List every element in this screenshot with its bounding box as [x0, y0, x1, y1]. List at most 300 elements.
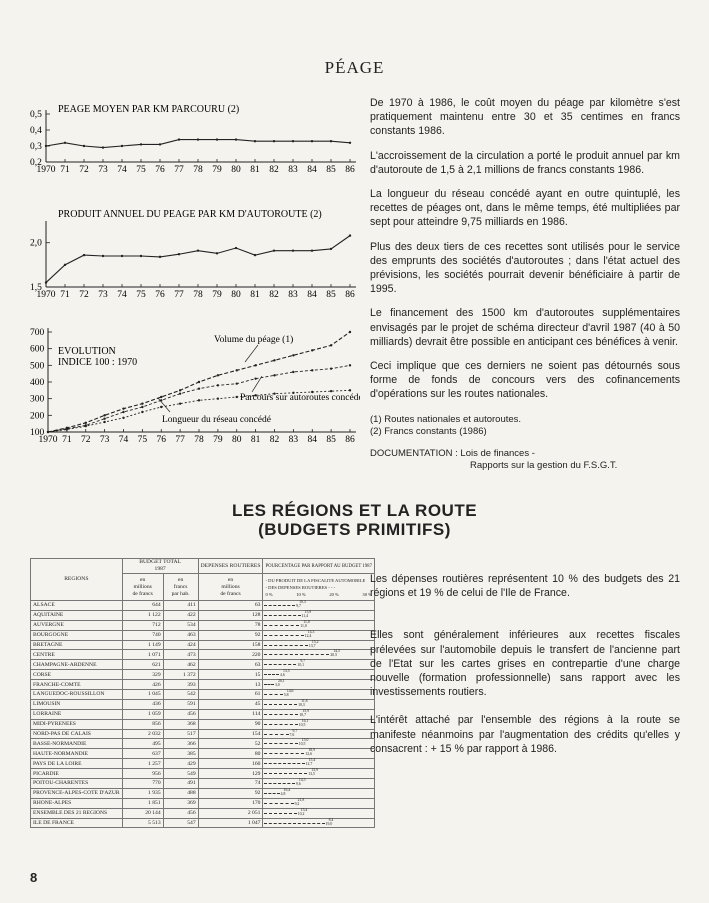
region-cell: LIMOUSIN: [31, 699, 123, 709]
data-point: [85, 425, 87, 427]
data-point: [66, 428, 68, 430]
fiscalite-value: 14,5: [298, 778, 306, 783]
x-tick-label: 84: [307, 435, 317, 445]
par-hab-cell: 491: [163, 779, 198, 789]
fiscalite-value: 20,1: [277, 679, 285, 684]
region-cell: RHONE-ALPES: [31, 798, 123, 808]
depenses-value: 10,2: [297, 811, 305, 816]
budget-cell: 856: [122, 719, 163, 729]
depenses-cell: 170: [198, 798, 263, 808]
unit-en: en: [139, 576, 146, 583]
x-tick-label: 82: [269, 165, 279, 175]
y-tick-label: 0,2: [30, 158, 42, 168]
data-point: [103, 417, 105, 419]
data-point: [140, 255, 142, 257]
par-hab-cell: 456: [163, 808, 198, 818]
budget-table-wrapper: [30, 558, 375, 828]
chart-title: PRODUIT ANNUEL DU PEAGE PAR KM D'AUTOROUTE (2): [58, 209, 322, 220]
data-point: [83, 145, 85, 147]
table-row: [31, 630, 375, 640]
fiscalite-value: 15,9: [304, 609, 312, 614]
unit-de-francs: de francs: [220, 590, 241, 597]
x-tick-label: 78: [194, 435, 204, 445]
data-point: [349, 234, 351, 236]
data-point: [235, 138, 237, 140]
percentage-bar: [264, 813, 296, 814]
budget-cell: 644: [122, 601, 163, 611]
data-point: [85, 422, 87, 424]
fiscalite-value: 18,9: [308, 748, 315, 753]
par-hab-cell: 473: [163, 650, 198, 660]
unit-en: en: [227, 576, 234, 583]
table-row: [31, 709, 375, 719]
budget-cell: 5 513: [122, 818, 163, 828]
depenses-cell: 15: [198, 670, 263, 680]
data-point: [330, 248, 332, 250]
depenses-value: 11,0: [300, 623, 307, 628]
percentage-bar-cell: [263, 759, 375, 769]
legend-fiscalite: - DU PRODUIT DE LA FISCALITE AUTOMOBILE: [265, 577, 366, 583]
budget-cell: 426: [122, 680, 163, 690]
data-point: [198, 381, 200, 383]
region-cell: BRETAGNE: [31, 640, 123, 650]
percentage-bar: [264, 605, 295, 606]
depenses-cell: 74: [198, 779, 263, 789]
x-tick-label: 1970: [38, 435, 58, 445]
par-hab-cell: 542: [163, 690, 198, 700]
data-point: [102, 255, 104, 257]
y-tick-label: 0,4: [30, 126, 42, 136]
region-cell: MIDI-PYRENEES: [31, 719, 123, 729]
data-point: [141, 402, 143, 404]
x-tick-label: 75: [136, 290, 146, 300]
depenses-value: 13,7: [308, 643, 316, 648]
col-header-millions: [122, 574, 163, 601]
data-point: [254, 254, 256, 256]
percentage-bar-cell: [263, 788, 375, 798]
x-tick-label: 72: [79, 290, 89, 300]
y-tick-label: 0,3: [30, 142, 42, 152]
percentage-bar: [264, 674, 279, 675]
x-tick-label: 85: [326, 165, 336, 175]
depenses-value: 10,5: [298, 742, 306, 747]
par-hab-cell: 369: [163, 798, 198, 808]
table-row: [31, 769, 375, 779]
fiscalite-value: 15,2: [311, 639, 319, 644]
data-point: [217, 397, 219, 399]
scale-label: 30 %: [362, 591, 372, 597]
table-row: [31, 620, 375, 630]
data-point: [330, 367, 332, 369]
percentage-bar-cell: [263, 769, 375, 779]
depenses-cell: 128: [198, 610, 263, 620]
section-title-line1: LES RÉGIONS ET LA ROUTE: [231, 501, 478, 520]
table-body: [31, 601, 375, 828]
paragraph: De 1970 à 1986, le coût moyen du péage par kilomètre s'est pratiquement maintenu entre 30 et 35 centimes en francs constants 1986.: [370, 97, 680, 138]
data-point: [121, 145, 123, 147]
region-cell: BOURGOGNE: [31, 630, 123, 640]
budget-cell: 1 851: [122, 798, 163, 808]
data-point: [64, 142, 66, 144]
col-header-par-hab: [163, 574, 198, 601]
percentage-bar-cell: [263, 610, 375, 620]
percentage-bar-cell: [263, 640, 375, 650]
percentage-bar-cell: [263, 620, 375, 630]
annotation-leader: [245, 345, 258, 362]
par-hab-cell: 517: [163, 729, 198, 739]
percentage-bar: [264, 694, 282, 695]
x-tick-label: 81: [250, 435, 261, 445]
percentage-bar: [264, 645, 307, 646]
depenses-value: 12,6: [305, 752, 312, 757]
depenses-cell: 90: [198, 719, 263, 729]
region-cell: PAYS DE LA LOIRE: [31, 759, 123, 769]
x-tick-label: 84: [307, 290, 317, 300]
fiscalite-value: 14,6: [286, 689, 294, 694]
chart-subtitle: INDICE 100 : 1970: [58, 357, 138, 368]
depenses-value: 19,0: [325, 821, 333, 826]
percentage-bar-cell: [263, 680, 375, 690]
region-cell: AUVERGNE: [31, 620, 123, 630]
par-hab-cell: 429: [163, 759, 198, 769]
region-cell: PROVENCE-ALPES-COTE D'AZUR: [31, 788, 123, 798]
budget-cell: 1 059: [122, 709, 163, 719]
x-tick-label: 74: [118, 435, 129, 445]
fiscalite-value: 9,7: [292, 728, 298, 733]
par-hab-cell: 422: [163, 610, 198, 620]
series-line: [46, 140, 350, 148]
x-tick-label: 71: [62, 435, 72, 445]
region-cell: ENSEMBLE DES 21 REGIONS: [31, 808, 123, 818]
percentage-bar: [264, 714, 298, 715]
percentage-bar-cell: [263, 719, 375, 729]
depenses-cell: 78: [198, 620, 263, 630]
region-cell: ALSACE: [31, 601, 123, 611]
data-point: [216, 138, 218, 140]
x-tick-label: 78: [193, 290, 203, 300]
x-tick-label: 85: [326, 290, 336, 300]
percentage-bar: [264, 734, 288, 735]
data-point: [160, 406, 162, 408]
fiscalite-value: 13,5: [283, 669, 290, 674]
x-tick-label: 85: [326, 435, 336, 445]
data-point: [216, 252, 218, 254]
data-point: [197, 249, 199, 251]
y-tick-label: 700: [30, 328, 45, 338]
scale-label: 20 %: [329, 591, 339, 597]
depenses-value: 12,4: [304, 633, 312, 638]
data-point: [311, 140, 313, 142]
depenses-cell: 52: [198, 739, 263, 749]
fiscalite-value: 15,4: [300, 807, 308, 812]
legend-depenses: - DES DEPENSES ROUTIERES - - -: [265, 584, 336, 590]
budget-cell: 20 144: [122, 808, 163, 818]
paragraph: Ceci implique que ces derniers ne soient pas détournés sous forme de fonds de concours vers des cofinancements d'opérations sur les routes nationales.: [370, 360, 680, 401]
x-tick-label: 73: [98, 290, 108, 300]
unit-millions: millions: [221, 583, 240, 590]
region-cell: AQUITAINE: [31, 610, 123, 620]
table-row: [31, 650, 375, 660]
par-hab-cell: 456: [163, 709, 198, 719]
x-tick-label: 83: [288, 165, 298, 175]
x-tick-label: 81: [250, 290, 260, 300]
data-point: [311, 369, 313, 371]
x-tick-label: 76: [155, 165, 165, 175]
data-point: [217, 384, 219, 386]
budget-total-label: BUDGET TOTAL: [139, 559, 181, 565]
fiscalite-value: 13,9: [311, 768, 318, 773]
par-hab-cell: 385: [163, 749, 198, 759]
data-point: [254, 377, 256, 379]
region-cell: BASSE-NORMANDIE: [31, 739, 123, 749]
data-point: [311, 249, 313, 251]
table-row: [31, 670, 375, 680]
depenses-cell: 63: [198, 660, 263, 670]
data-point: [141, 406, 143, 408]
fiscalite-value: 16,4: [283, 787, 291, 792]
percentage-bar: [264, 743, 297, 744]
percentage-bar-cell: [263, 779, 375, 789]
col-header-pourcentage: POURCENTAGE PAR RAPPORT AU BUDGET 1987: [263, 559, 375, 574]
region-cell: HAUTE-NORMANDIE: [31, 749, 123, 759]
table-row: [31, 660, 375, 670]
fiscalite-value: 14,3: [307, 629, 315, 634]
data-point: [140, 143, 142, 145]
percentage-bar: [264, 664, 296, 665]
table-row: [31, 808, 375, 818]
budget-cell: 621: [122, 660, 163, 670]
chart-title: PEAGE MOYEN PAR KM PARCOURU (2): [58, 104, 240, 115]
region-cell: PICARDIE: [31, 769, 123, 779]
x-tick-label: 80: [231, 290, 241, 300]
data-point: [160, 396, 162, 398]
percentage-bar-cell: [263, 601, 375, 611]
par-hab-cell: 534: [163, 620, 198, 630]
depenses-cell: 45: [198, 699, 263, 709]
region-cell: CHAMPAGNE-ARDENNE: [31, 660, 123, 670]
fiscalite-value: 8,4: [328, 817, 334, 822]
y-tick-label: 0,5: [30, 110, 42, 120]
data-point: [121, 255, 123, 257]
data-point: [349, 331, 351, 333]
x-tick-label: 86: [345, 435, 355, 445]
scale-label: 0 %: [265, 591, 273, 597]
fiscalite-value: 16,1: [301, 718, 309, 723]
percentage-bar: [264, 823, 324, 824]
budget-cell: 1 071: [122, 650, 163, 660]
par-hab-cell: 411: [163, 601, 198, 611]
table-header-row: [31, 559, 375, 574]
data-point: [292, 249, 294, 251]
table-row: [31, 640, 375, 650]
par-hab-cell: 547: [163, 818, 198, 828]
depenses-value: 9,2: [294, 801, 300, 806]
depenses-cell: 80: [198, 749, 263, 759]
percentage-bar: [264, 615, 300, 616]
table-row: [31, 729, 375, 739]
region-cell: FRANCHE-COMTE: [31, 680, 123, 690]
paragraph: Plus des deux tiers de ces recettes sont utilisés pour le service des emprunts des sociétés d'autoroutes ; dans l'état actuel des prévisions, les sociétés pourrait devenir bénéficiaire à partir de 1995.: [370, 240, 680, 296]
x-tick-label: 86: [345, 165, 355, 175]
x-tick-label: 74: [117, 290, 127, 300]
depenses-value: 12,7: [305, 762, 313, 767]
percentage-bar: [264, 625, 299, 626]
data-point: [198, 387, 200, 389]
region-cell: CORSE: [31, 670, 123, 680]
region-cell: POITOU-CHARENTES: [31, 779, 123, 789]
x-tick-label: 1970: [36, 290, 56, 300]
table-row: [31, 699, 375, 709]
data-point: [292, 140, 294, 142]
percentage-bar-cell: [263, 798, 375, 808]
data-point: [349, 389, 351, 391]
fiscalite-value: 10,3: [299, 600, 306, 604]
percentage-bar-cell: [263, 749, 375, 759]
depenses-value: 20,5: [330, 653, 338, 658]
depenses-value: 10,3: [298, 702, 305, 707]
data-point: [83, 254, 85, 256]
data-point: [349, 142, 351, 144]
data-point: [64, 264, 66, 266]
depenses-value: 13,5: [308, 772, 315, 777]
depenses-value: 4,6: [280, 673, 285, 678]
depenses-value: 5,8: [283, 693, 289, 698]
percentage-bar: [264, 753, 304, 754]
budget-cell: 770: [122, 779, 163, 789]
paragraph: Les dépenses routières représentent 10 % des budgets des 21 régions et 19 % de celui de l'Ile de France.: [370, 573, 680, 600]
table-row: [31, 680, 375, 690]
x-tick-label: 80: [231, 165, 241, 175]
y-tick-label: 2,0: [30, 238, 42, 249]
data-point: [273, 140, 275, 142]
x-tick-label: 78: [193, 165, 203, 175]
budget-cell: 712: [122, 620, 163, 630]
depenses-cell: 92: [198, 788, 263, 798]
series-line: [46, 236, 350, 283]
x-tick-label: 82: [269, 435, 280, 445]
x-tick-label: 75: [137, 435, 148, 445]
budget-year-label: 1987: [154, 566, 166, 572]
percentage-bar-cell: [263, 739, 375, 749]
budget-cell: 1 257: [122, 759, 163, 769]
unit-en: en: [177, 576, 184, 583]
x-tick-label: 84: [307, 165, 317, 175]
x-tick-label: 83: [288, 435, 299, 445]
x-tick-label: 82: [269, 290, 279, 300]
depenses-cell: 61: [198, 690, 263, 700]
percentage-bar: [264, 803, 293, 804]
data-point: [273, 374, 275, 376]
y-tick-label: 600: [30, 344, 45, 355]
data-point: [47, 431, 49, 433]
unit-par-hab: par hab.: [171, 590, 190, 597]
percentage-bar-cell: [263, 699, 375, 709]
percentage-bar: [264, 763, 304, 764]
data-point: [178, 138, 180, 140]
depenses-cell: 129: [198, 769, 263, 779]
y-tick-label: 400: [30, 378, 45, 388]
section-title-line2: (BUDGETS PRIMITIFS): [258, 520, 451, 539]
percentage-bar-cell: [263, 660, 375, 670]
table-row: [31, 690, 375, 700]
y-tick-label: 200: [30, 411, 45, 422]
paragraph: L'intérêt attaché par l'ensemble des régions à la route se manifeste néanmoins par l'augmentation des crédits qu'elles y consacrent : + 15 % par rapport à 1986.: [370, 714, 680, 755]
table-row: [31, 739, 375, 749]
percentage-bar-cell: [263, 630, 375, 640]
percentage-bar-cell: [263, 650, 375, 660]
data-point: [198, 399, 200, 401]
par-hab-cell: 1 372: [163, 670, 198, 680]
x-tick-label: 1970: [36, 165, 56, 175]
percentage-bar: [264, 684, 274, 685]
annotation-volume: Volume du péage (1): [214, 335, 294, 345]
unit-de-francs: de francs: [132, 590, 153, 597]
percentage-bar: [264, 773, 307, 774]
x-tick-label: 77: [175, 435, 185, 445]
unit-millions: millions: [133, 583, 152, 590]
table-row: [31, 818, 375, 828]
data-point: [236, 396, 238, 398]
x-tick-label: 76: [156, 435, 166, 445]
col-header-regions: REGIONS: [31, 559, 123, 601]
table-row: [31, 610, 375, 620]
budget-cell: 740: [122, 630, 163, 640]
data-point: [273, 249, 275, 251]
table-row: [31, 719, 375, 729]
x-tick-label: 79: [213, 435, 223, 445]
budget-cell: 1 149: [122, 640, 163, 650]
x-tick-label: 74: [117, 165, 127, 175]
data-point: [292, 354, 294, 356]
annotation-parcours: Parcours sur autoroutes concédés: [240, 393, 360, 403]
footnote: (2) Francs constants (1986): [370, 425, 487, 437]
unit-francs: francs: [173, 583, 188, 590]
data-point: [159, 143, 161, 145]
percentage-bar: [264, 704, 297, 705]
data-point: [311, 349, 313, 351]
depenses-cell: 63: [198, 601, 263, 611]
data-point: [349, 364, 351, 366]
data-point: [178, 253, 180, 255]
data-point: [141, 411, 143, 413]
depenses-value: 4,8: [280, 791, 286, 796]
par-hab-cell: 549: [163, 769, 198, 779]
par-hab-cell: 463: [163, 630, 198, 640]
x-tick-label: 83: [288, 290, 298, 300]
fiscalite-value: 21,8: [297, 797, 305, 802]
budget-table: [30, 558, 375, 828]
percentage-bar: [264, 654, 329, 655]
data-point: [179, 389, 181, 391]
y-tick-label: 1,5: [30, 283, 42, 293]
fiscalite-value: 15,4: [308, 758, 316, 763]
par-hab-cell: 591: [163, 699, 198, 709]
x-tick-label: 81: [250, 165, 260, 175]
data-point: [159, 256, 161, 258]
data-point: [235, 247, 237, 249]
depenses-cell: 13: [198, 680, 263, 690]
percentage-bar-cell: [263, 818, 375, 828]
col-header-dep-unit: [198, 574, 263, 601]
depenses-cell: 2 051: [198, 808, 263, 818]
percentage-bar-cell: [263, 690, 375, 700]
data-point: [217, 374, 219, 376]
fiscalite-value: 11,8: [303, 619, 310, 624]
paragraph: Elles sont généralement inférieures aux recettes fiscales prélevées sur l'automobile depuis le transfert de l'ancienne part de l'Etat sur les cartes grises en contrepartie d'une charge nouvelle (formation professionnelle) sans rapport avec les investissements routiers.: [370, 629, 680, 699]
section2-text: [370, 572, 680, 756]
x-tick-label: 73: [99, 435, 110, 445]
x-tick-label: 71: [60, 165, 70, 175]
